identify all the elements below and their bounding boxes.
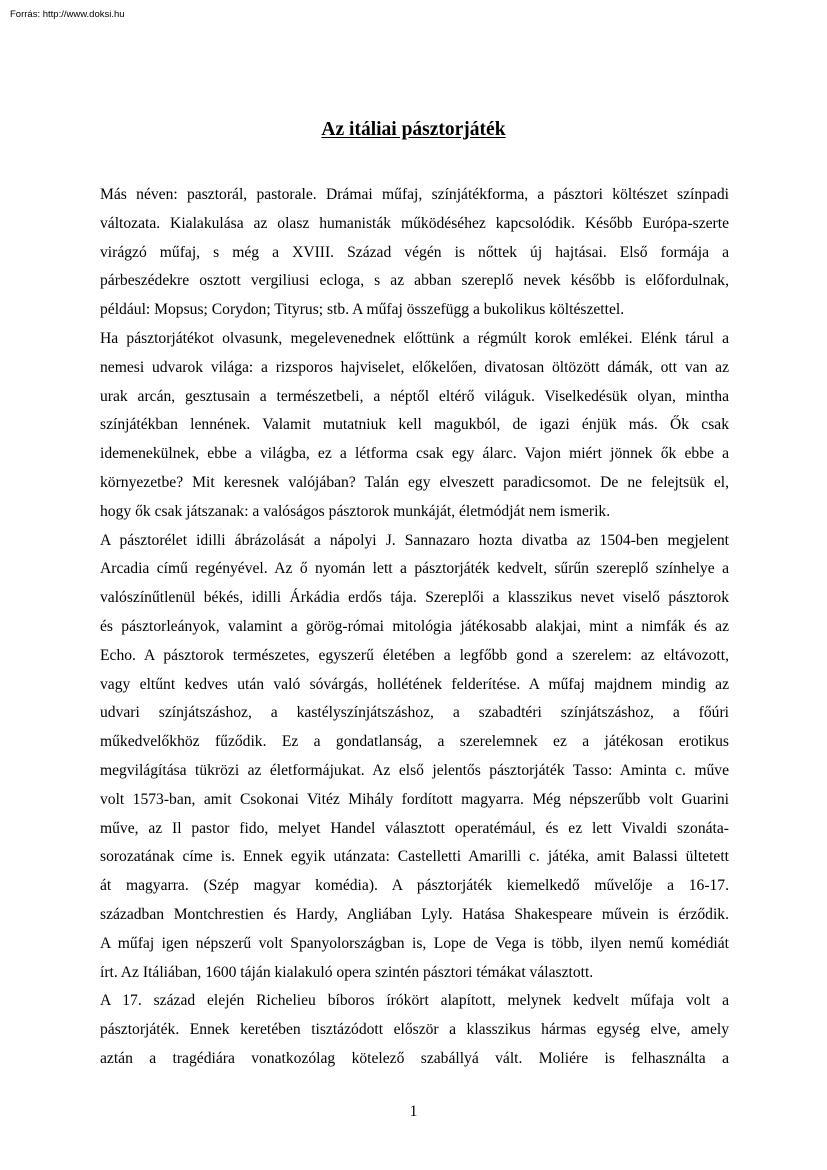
paragraph-line: változata. Kialakulása az olasz humanisták működéséhez kapcsolódik. Később Európa-szerte bbox=[100, 214, 729, 232]
paragraph-line: Arcadia című regényével. Az ő nyomán lett a pásztorjáték kedvelt, sűrűn szereplő színhelye a bbox=[100, 560, 729, 578]
paragraph-line: műve, az Il pastor fido, melyet Handel választott operatémául, és ez lett Vivaldi szonáta- bbox=[100, 819, 729, 837]
paragraph-line: át magyarra. (Szép magyar komédia). A pásztorjáték kiemelkedő művelője a 16-17. bbox=[100, 877, 729, 895]
paragraph-line: A pásztorélet idilli ábrázolását a nápolyi J. Sannazaro hozta divatba az 1504-ben megjelent bbox=[100, 531, 729, 549]
paragraph-line: például: Mopsus; Corydon; Tityrus; stb. A műfaj összefügg a bukolikus költészettel. bbox=[100, 301, 625, 319]
paragraph-line: aztán a tragédiára vonatkozólag kötelező szabállyá vált. Moliére is felhasználta a bbox=[100, 1049, 729, 1067]
paragraph-line: Más néven: pasztorál, pastorale. Drámai műfaj, színjátékforma, a pásztori költészet színpadi bbox=[100, 186, 729, 203]
paragraph-line: párbeszédekre osztott vergiliusi ecloga, s az abban szereplő nevek később is előfordulnak, bbox=[100, 272, 729, 290]
paragraph-line: virágzó műfaj, s még a XVIII. Század végén is nőttek új hajtásai. Első formája a bbox=[100, 243, 729, 261]
source-note: Forrás: http://www.doksi.hu bbox=[10, 9, 125, 20]
paragraph-line: A műfaj igen népszerű volt Spanyolországban is, Lope de Vega is több, ilyen nemű komédiát bbox=[100, 934, 729, 952]
paragraph-line: vagy eltűnt kedves után való sóvárgás, hollétének felderítése. A műfaj majdnem mindig az bbox=[100, 675, 729, 693]
paragraph-line: században Montchrestien és Hardy, Angliában Lyly. Hatása Shakespeare művein is érződik. bbox=[100, 905, 729, 923]
paragraph-line: Echo. A pásztorok természetes, egyszerű életében a legfőbb gond a szerelem: az eltávozott, bbox=[100, 646, 729, 664]
paragraph-line: műkedvelőkhöz fűződik. Ez a gondatlanság, a szerelemnek ez a játékosan erotikus bbox=[100, 733, 729, 751]
paragraph-line: idemenekülnek, ebbe a világba, ez a létforma csak egy álarc. Vajon miért jönnek ők ebbe a bbox=[100, 445, 729, 463]
page-number: 1 bbox=[409, 1103, 418, 1120]
paragraph-line: írt. Az Itáliában, 1600 táján kialakuló opera szintén pásztori témákat választott. bbox=[100, 963, 594, 981]
paragraph-line: urak arcán, gesztusain a természetbeli, a néptől eltérő világuk. Viselkedésük olyan, mintha bbox=[100, 387, 729, 405]
document-title: Az itáliai pásztorjáték bbox=[321, 119, 506, 140]
paragraph-line: valószínűtlenül békés, idilli Árkádia erdős tája. Szereplői a klasszikus nevet viselő pásztorok bbox=[100, 589, 729, 607]
paragraph-line: és pásztorleányok, valamint a görög-római mitológia játékosabb alakjai, mint a nimfák és az bbox=[100, 617, 729, 635]
paragraph-line: hogy ők csak játszanak: a valóságos pásztorok munkáját, életmódját nem ismerik. bbox=[100, 502, 611, 520]
paragraph-line: Ha pásztorjátékot olvasunk, megelevenednek előttünk a régmúlt korok emlékei. Elénk tárul a bbox=[100, 329, 729, 347]
paragraph-line: udvari színjátszáshoz, a kastélyszínjátszáshoz, a szabadtéri színjátszáshoz, a főúri bbox=[100, 704, 729, 722]
paragraph-line: megvilágítása tükrözi az életformájukat. Az első jelentős pásztorjáték Tasso: Aminta c. műve bbox=[100, 761, 729, 779]
paragraph-line: környezetbe? Mit keresnek valójában? Talán egy elveszett paradicsomot. De ne felejtsük el, bbox=[100, 473, 729, 491]
document-body bbox=[100, 181, 729, 1074]
paragraph-line: A 17. század elején Richelieu bíboros írókört alapított, melynek kedvelt műfaja volt a bbox=[100, 992, 729, 1010]
paragraph-line: sorozatának címe is. Ennek egyik utánzata: Castelletti Amarilli c. játéka, amit Balassi ültetett bbox=[100, 848, 729, 866]
paragraph-line: színjátékban lennének. Valamit mutatniuk kell magukból, de igazi énjük más. Ők csak bbox=[100, 416, 729, 434]
paragraph-line: volt 1573-ban, amit Csokonai Vitéz Mihály fordított magyarra. Még népszerűbb volt Guarini bbox=[100, 790, 729, 808]
paragraph-line: pásztorjáték. Ennek keretében tisztázódott először a klasszikus hármas egység elve, amely bbox=[100, 1021, 729, 1039]
paragraph-line: nemesi udvarok világa: a rizsporos hajviselet, előkelően, divatosan öltözött dámák, ott van az bbox=[100, 358, 729, 376]
